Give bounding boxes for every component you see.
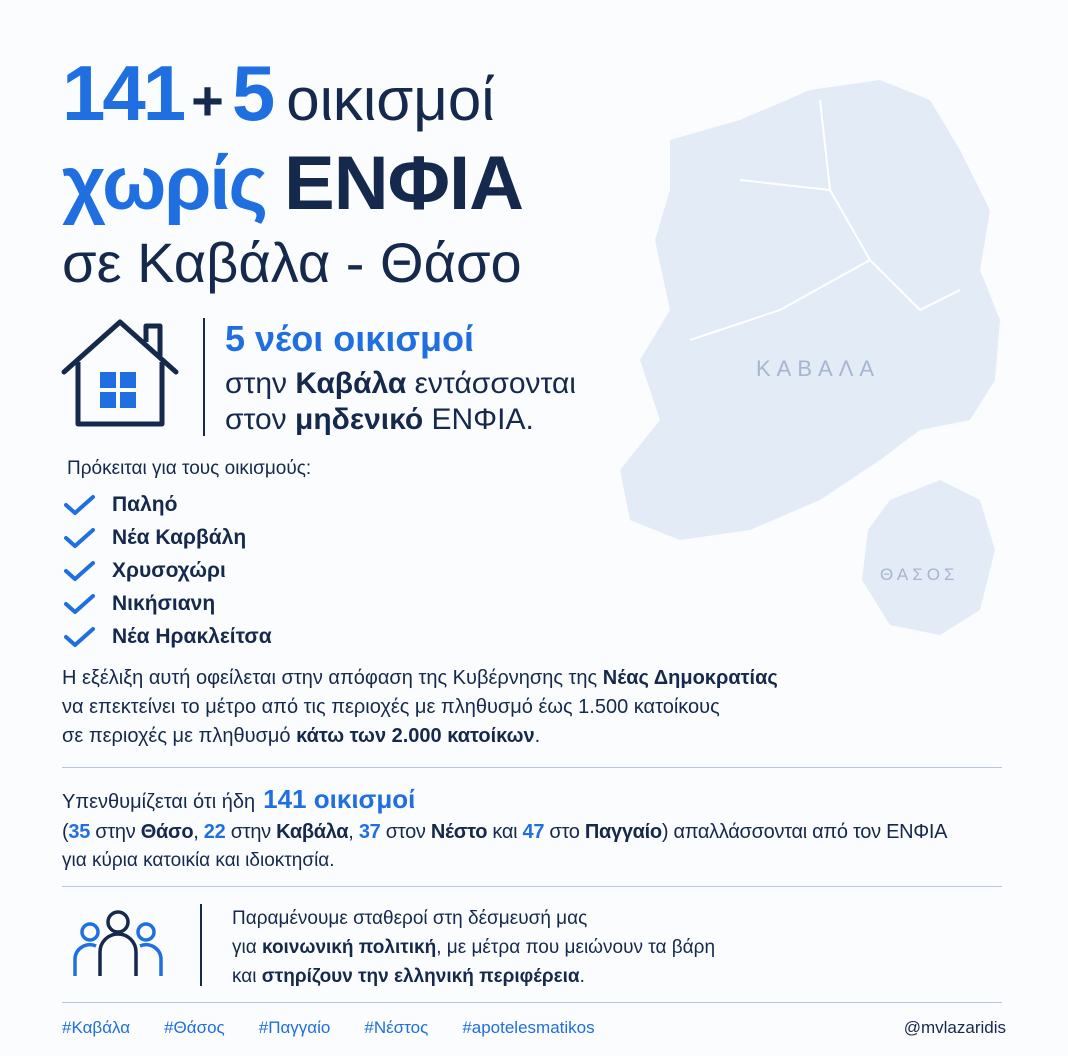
people-icon <box>70 906 166 978</box>
text-fragment: στον <box>225 403 295 436</box>
new-settlements-text <box>225 366 576 438</box>
text-fragment: , με μέτρα που μειώνουν τα βάρη <box>436 937 716 958</box>
headline-number-141: 141 <box>62 49 184 137</box>
map-label-thasos: ΘΑΣΟΣ <box>880 565 959 584</box>
text-line: για κύρια κατοικία και ιδιοκτησία. <box>62 850 335 871</box>
text-fragment: . <box>579 966 585 987</box>
text-fragment: εντάσσονται <box>406 367 576 400</box>
divider-horizontal <box>62 1002 1002 1003</box>
text-bold-social: κοινωνική πολιτική <box>261 937 437 958</box>
place-nestos: Νέστο <box>430 821 488 843</box>
text-fragment: για <box>232 937 262 958</box>
divider-vertical <box>203 318 205 436</box>
divider-vertical <box>200 904 202 986</box>
list-item <box>62 521 272 554</box>
place-kavala: Καβάλα <box>276 821 349 843</box>
hashtags <box>62 1018 629 1038</box>
commitment-block <box>232 904 715 991</box>
settlements-intro: Πρόκειται για τους οικισμούς: <box>67 458 312 479</box>
reminder-count: 141 οικισμοί <box>263 784 416 814</box>
text-fragment: ) απαλλάσσονται από τον ΕΝΦΙΑ <box>661 821 948 843</box>
check-icon <box>62 559 98 583</box>
hashtag-link[interactable]: #apotelesmatikos <box>462 1018 595 1037</box>
settlement-name: Νέα Καρβάλη <box>112 525 247 549</box>
headline-line-1 <box>62 48 523 140</box>
text-fragment: στον <box>380 821 431 843</box>
list-item <box>62 554 272 587</box>
check-icon <box>62 592 98 616</box>
map-region-kavala <box>620 80 1000 540</box>
reminder-block: Υπενθυμίζεται ότι ήδη 141 οικισμοί (35 στην Θάσο, 22 στην Καβάλα, 37 στον Νέστο και 47 στο Παγγαίο) απαλλάσσονται από τον ΕΝΦΙΑ για κύρια κατοικία και ιδιοκτησία. <box>62 784 948 871</box>
settlement-name: Νέα Ηρακλείτσα <box>112 624 272 648</box>
house-icon <box>58 316 182 430</box>
place-thasos: Θάσο <box>140 821 194 843</box>
new-settlements-block <box>225 318 576 438</box>
list-item <box>62 620 272 653</box>
text-fragment: . <box>534 725 541 747</box>
text-bold-zero: μηδενικό <box>294 403 424 436</box>
text-fragment: και <box>487 821 523 843</box>
text-fragment: στο <box>544 821 585 843</box>
explanation-paragraph <box>62 664 778 751</box>
text-fragment: στην <box>225 367 296 400</box>
text-line: να επεκτείνει το μέτρο από τις περιοχές με πληθυσμό έως 1.500 κατοίκους <box>62 696 720 718</box>
count-thasos: 35 <box>68 821 91 843</box>
text-fragment: σε περιοχές με πληθυσμό <box>62 725 297 747</box>
text-fragment: ΕΝΦΙΑ. <box>423 403 534 436</box>
headline-enfia: ΕΝΦΙΑ <box>284 141 523 226</box>
text-fragment: Η εξέλιξη αυτή οφείλεται στην απόφαση της Κυβέρνησης της <box>62 667 603 689</box>
check-icon <box>62 526 98 550</box>
headline-plus: + <box>191 69 224 132</box>
headline-number-5: 5 <box>231 49 273 137</box>
map-region-thasos <box>862 480 995 635</box>
divider-horizontal <box>62 886 1002 887</box>
count-nestos: 37 <box>358 821 381 843</box>
settlements-list <box>62 488 272 653</box>
list-item <box>62 488 272 521</box>
text-bold-kavala: Καβάλα <box>295 367 407 400</box>
text-fragment: στην <box>225 821 277 843</box>
count-kavala: 22 <box>203 821 226 843</box>
count-pangaio: 47 <box>522 821 545 843</box>
settlement-name: Νικήσιανη <box>112 591 216 615</box>
settlement-name: Παληό <box>112 492 178 516</box>
settlement-name: Χρυσοχώρι <box>112 558 226 582</box>
text-bold-nd: Νέας Δημοκρατίας <box>602 667 778 689</box>
text-line: Παραμένουμε σταθεροί στη δέσμευσή μας <box>232 908 588 929</box>
map-label-kavala: ΚΑΒΑΛΑ <box>756 356 881 381</box>
check-icon <box>62 625 98 649</box>
text-fragment: Υπενθυμίζεται ότι ήδη <box>62 791 256 813</box>
text-fragment: στην <box>90 821 141 843</box>
headline-line-2 <box>62 140 523 232</box>
headline-word: οικισμοί <box>286 66 495 133</box>
check-icon <box>62 493 98 517</box>
social-handle[interactable]: @mvlazaridis <box>903 1018 1006 1037</box>
text-bold-region: στηρίζουν την ελληνική περιφέρεια <box>261 966 580 987</box>
place-pangaio: Παγγαίο <box>584 821 662 843</box>
list-item <box>62 587 272 620</box>
headline-without: χωρίς <box>62 141 267 226</box>
new-settlements-title: 5 νέοι οικισμοί <box>225 318 474 359</box>
hashtag-link[interactable]: #Παγγαίο <box>258 1018 331 1037</box>
hashtag-link[interactable]: #Νέστος <box>364 1018 429 1037</box>
hashtag-link[interactable]: #Καβάλα <box>62 1018 131 1037</box>
headline <box>62 48 523 295</box>
divider-horizontal <box>62 767 1002 768</box>
hashtag-link[interactable]: #Θάσος <box>164 1018 225 1037</box>
text-bold-population: κάτω των 2.000 κατοίκων <box>296 725 535 747</box>
text-fragment: και <box>232 966 262 987</box>
headline-line-3: σε Καβάλα - Θάσο <box>62 231 522 294</box>
